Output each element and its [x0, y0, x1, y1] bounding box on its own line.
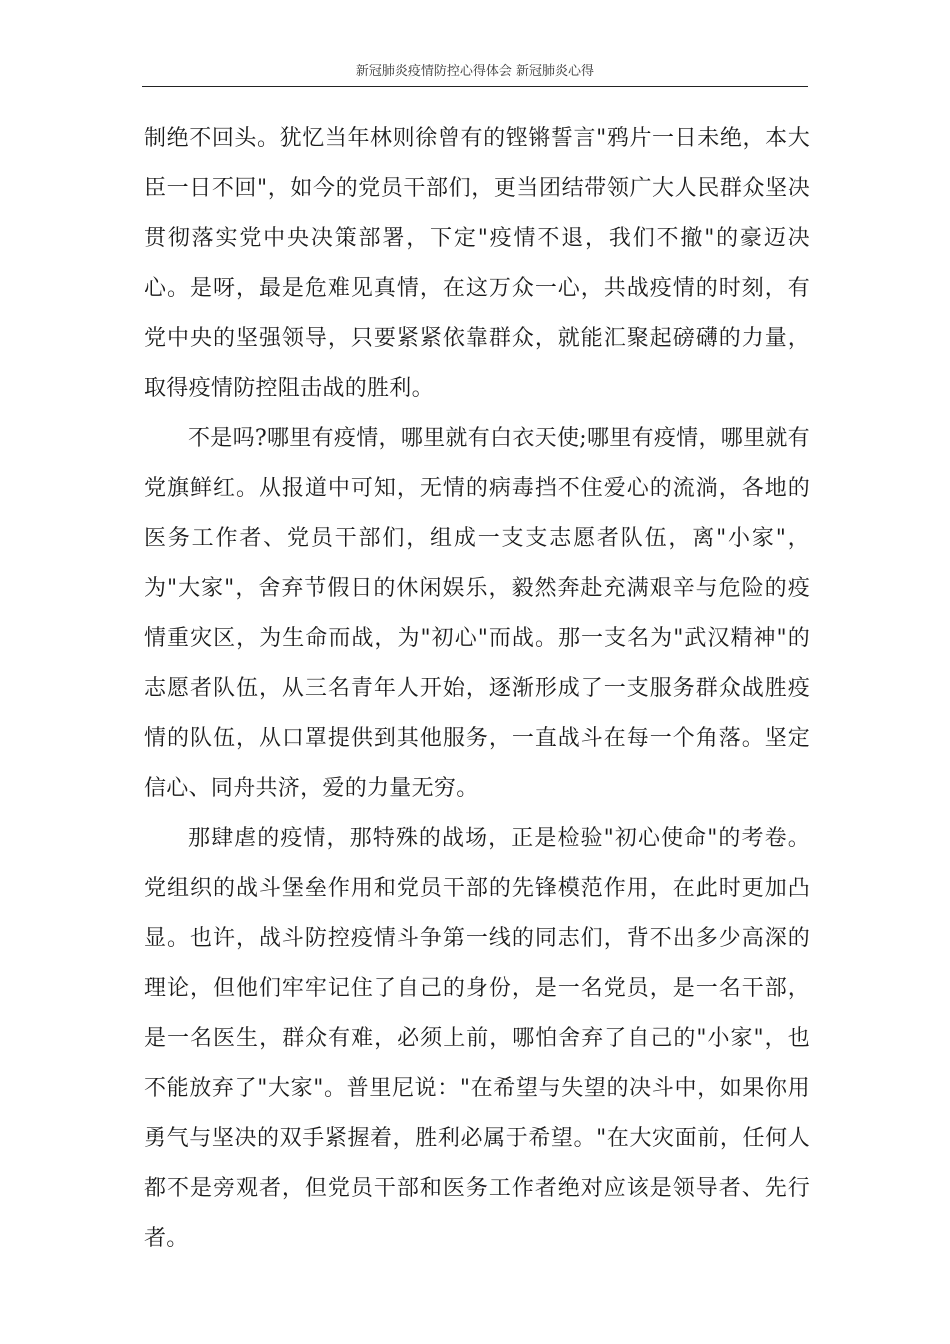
document-body: [144, 114, 810, 1264]
header-divider: [142, 86, 808, 87]
paragraph-1: 制绝不回头。犹忆当年林则徐曾有的铿锵誓言"鸦片一日未绝，本大臣一日不回"，如今的党员干部们，更当团结带领广大人民群众坚决贯彻落实党中央决策部署，下定"疫情不退，我们不撤"的豪迈决心。是呀，最是危难见真情，在这万众一心，共战疫情的时刻，有党中央的坚强领导，只要紧紧依靠群众，就能汇聚起磅礴的力量，取得疫情防控阻击战的胜利。: [144, 126, 810, 401]
page-header: 新冠肺炎疫情防控心得体会 新冠肺炎心得: [355, 64, 595, 79]
paragraph-3: 那肆虐的疫情，那特殊的战场，正是检验"初心使命"的考卷。党组织的战斗堡垒作用和党员干部的先锋模范作用，在此时更加凸显。也许，战斗防控疫情斗争第一线的同志们，背不出多少高深的理论，但他们牢牢记住了自己的身份，是一名党员，是一名干部，是一名医生，群众有难，必须上前，哪怕舍弃了自己的"小家"，也不能放弃了"大家"。普里尼说："在希望与失望的决斗中，如果你用勇气与坚决的双手紧握着，胜利必属于希望。"在大灾面前，任何人都不是旁观者，但党员干部和医务工作者绝对应该是领导者、先行者。: [144, 826, 810, 1251]
paragraph-2: 不是吗?哪里有疫情，哪里就有白衣天使;哪里有疫情，哪里就有党旗鲜红。从报道中可知，无情的病毒挡不住爱心的流淌，各地的医务工作者、党员干部们，组成一支支志愿者队伍，离"小家"，为"大家"，舍弃节假日的休闲娱乐，毅然奔赴充满艰辛与危险的疫情重灾区，为生命而战，为"初心"而战。那一支名为"武汉精神"的志愿者队伍，从三名青年人开始，逐渐形成了一支服务群众战胜疫情的队伍，从口罩提供到其他服务，一直战斗在每一个角落。坚定信心、同舟共济，爱的力量无穷。: [144, 426, 810, 801]
